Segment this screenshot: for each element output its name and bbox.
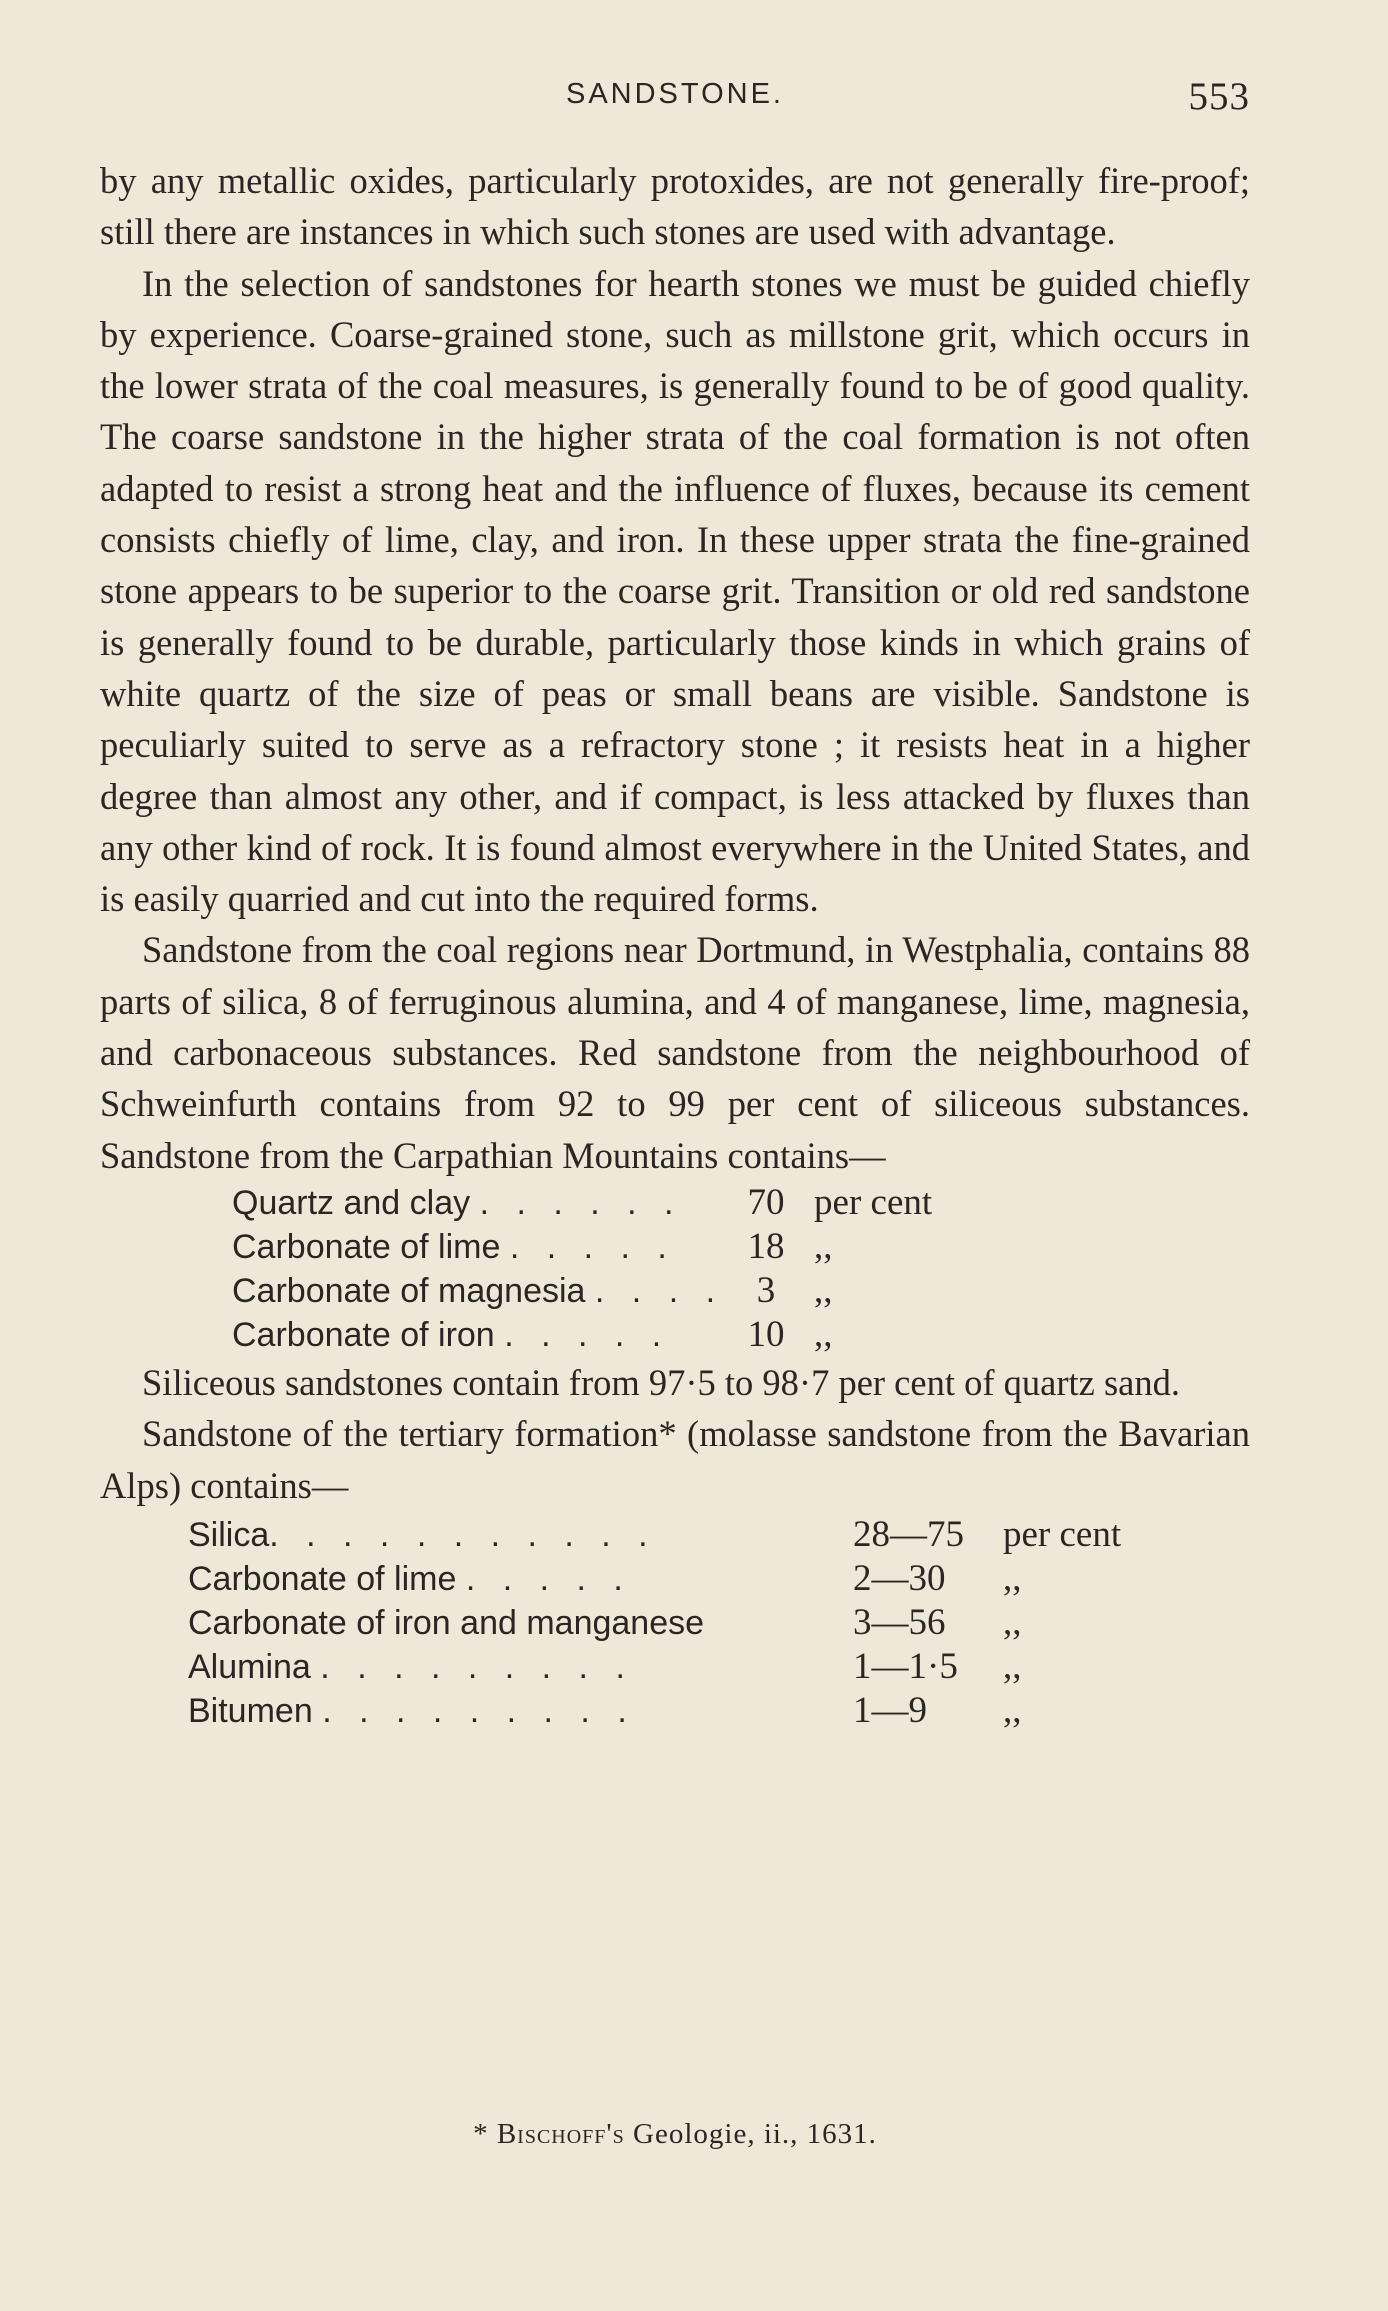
table-row <box>232 1269 932 1313</box>
paragraph-2: In the selection of sandstones for hearth stones we must be guided chiefly by experience. Coarse-grained stone, such as millstone grit, which occurs in the lower strata of the coal measures, is generally found to be of good quality. The coarse sandstone in the higher strata of the coal formation is not often adapted to resist a strong heat and the influence of fluxes, because its cement consists chiefly of lime, clay, and iron. In these upper strata the fine-grained stone appears to be superior to the coarse grit. Transition or old red sandstone is generally found to be durable, particularly those kinds in which grains of white quartz of the size of peas or small beans are visible. Sandstone is peculiarly suited to serve as a refractory stone ; it resists heat in a higher degree than almost any other, and if compact, is less attacked by fluxes than any other kind of rock. It is found almost everywhere in the United States, and is easily quarried and cut into the required forms. <box>100 262 1250 920</box>
component-name: Carbonate of lime <box>232 1227 501 1266</box>
leader-dots: . . . . . <box>465 1559 632 1598</box>
leader-dots: . . . . <box>594 1271 725 1310</box>
paragraph-4: Siliceous sandstones contain from 97·5 to 98·7 per cent of quartz sand. <box>142 1361 1180 1403</box>
table-row <box>188 1645 1121 1689</box>
footnote-author: Bischoff's <box>496 2118 625 2150</box>
component-value: 3—56 <box>853 1601 946 1643</box>
component-name: Carbonate of iron <box>232 1315 495 1354</box>
table-row <box>188 1557 1121 1601</box>
paragraph-5: Sandstone of the tertiary formation* (molasse sandstone from the Bavarian Alps) contains— <box>100 1413 1250 1506</box>
component-unit: per cent <box>814 1181 933 1223</box>
component-value: 28—75 <box>853 1513 964 1555</box>
table-row <box>232 1225 932 1269</box>
footnote-reference: Geologie, ii., 1631. <box>633 2118 877 2150</box>
component-value: 10 <box>747 1313 785 1355</box>
component-unit: ,, <box>1003 1557 1022 1599</box>
leader-dots: . . . . . <box>509 1227 676 1266</box>
component-name: Carbonate of magnesia <box>232 1271 586 1310</box>
leader-dots: . . . . . <box>504 1315 671 1354</box>
component-value: 18 <box>747 1225 785 1267</box>
component-name: Bitumen <box>188 1691 313 1730</box>
component-unit: ,, <box>1003 1601 1022 1643</box>
footnote-marker: * <box>473 2118 489 2150</box>
page-header <box>100 72 1250 132</box>
body-text <box>100 155 1250 1733</box>
component-name: Silica <box>188 1515 270 1554</box>
component-unit: ,, <box>814 1269 833 1311</box>
component-name: Carbonate of lime <box>188 1559 457 1598</box>
component-name: Quartz and clay <box>232 1183 471 1222</box>
table-row <box>232 1181 932 1225</box>
component-unit: ,, <box>1003 1645 1022 1687</box>
component-value: 70 <box>747 1181 785 1223</box>
leader-dots: . . . . . . . . . . . <box>269 1515 657 1554</box>
component-value: 1—9 <box>853 1689 927 1731</box>
table-row <box>188 1689 1121 1733</box>
component-unit: ,, <box>1003 1689 1022 1731</box>
leader-dots: . . . . . . . . . <box>320 1647 634 1686</box>
component-value: 2—30 <box>853 1557 946 1599</box>
page-number: 553 <box>1188 75 1250 118</box>
carpathian-composition-table <box>232 1181 932 1357</box>
component-name: Alumina <box>188 1647 311 1686</box>
table-row <box>188 1601 1121 1645</box>
leader-dots: . . . . . . <box>479 1183 683 1222</box>
component-unit: ,, <box>814 1313 833 1355</box>
paragraph-1: by any metallic oxides, particularly protoxides, are not generally fire-proof; still there are instances in which such stones are used with advantage. <box>100 160 1250 253</box>
table-row <box>188 1513 1121 1557</box>
component-value: 1—1·5 <box>853 1645 958 1687</box>
footnote <box>100 2118 1250 2151</box>
component-unit: per cent <box>1003 1513 1122 1555</box>
component-value: 3 <box>756 1269 776 1311</box>
table-row <box>232 1313 932 1357</box>
molasse-composition-table <box>188 1513 1121 1733</box>
paragraph-3: Sandstone from the coal regions near Dortmund, in Westphalia, contains 88 parts of silica, 8 of ferruginous alumina, and 4 of manganese, lime, magnesia, and carbonaceous substances. Red sandstone from the neighbourhood of Schweinfurth contains from 92 to 99 per cent of siliceous substances. Sandstone from the Carpathian Mountains contains— <box>100 929 1250 1176</box>
leader-dots: . . . . . . . . . <box>322 1691 636 1730</box>
component-name: Carbonate of iron and manganese <box>188 1603 705 1642</box>
component-unit: ,, <box>814 1225 833 1267</box>
running-title: SANDSTONE. <box>565 78 784 110</box>
